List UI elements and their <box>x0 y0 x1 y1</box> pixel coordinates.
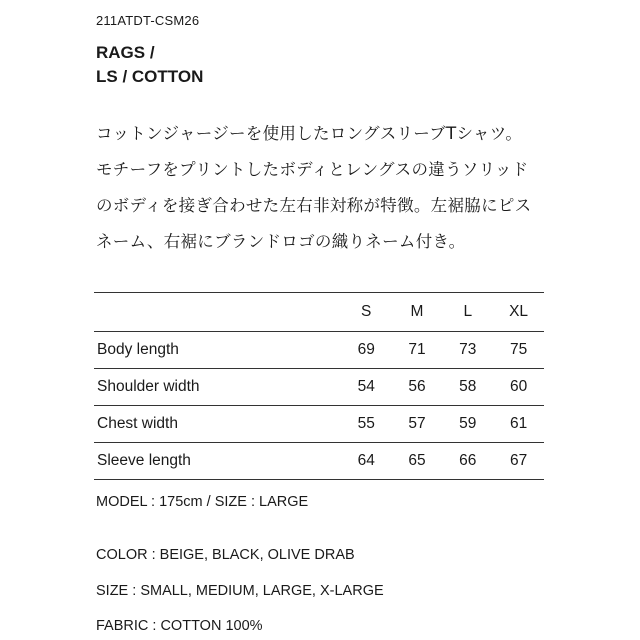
color-info: COLOR : BEIGE, BLACK, OLIVE DRAB <box>96 547 355 563</box>
size-header-s: S <box>341 293 392 332</box>
row-label: Shoulder width <box>94 369 341 406</box>
cell-value: 66 <box>442 443 493 480</box>
table-row <box>94 406 544 443</box>
cell-value: 75 <box>493 332 544 369</box>
product-description <box>96 116 566 260</box>
size-header-m: M <box>392 293 443 332</box>
size-header-l: L <box>442 293 493 332</box>
size-header-xl: XL <box>493 293 544 332</box>
table-row <box>94 443 544 480</box>
cell-value: 64 <box>341 443 392 480</box>
cell-value: 65 <box>392 443 443 480</box>
cell-value: 56 <box>392 369 443 406</box>
cell-value: 59 <box>442 406 493 443</box>
cell-value: 61 <box>493 406 544 443</box>
size-table <box>94 292 544 480</box>
description-line: のボディを接ぎ合わせた左右非対称が特徴。左裾脇にピス <box>96 196 532 215</box>
cell-value: 69 <box>341 332 392 369</box>
row-label: Chest width <box>94 406 341 443</box>
cell-value: 55 <box>341 406 392 443</box>
product-title-line-1: RAGS / <box>96 43 155 62</box>
row-label: Body length <box>94 332 341 369</box>
fabric-info: FABRIC : COTTON 100% <box>96 618 263 634</box>
table-row <box>94 369 544 406</box>
size-header-blank <box>94 293 341 332</box>
table-row <box>94 332 544 369</box>
description-line: コットンジャージーを使用したロングスリーブTシャツ。 <box>96 124 523 143</box>
product-title-line-2: LS / COTTON <box>96 67 204 86</box>
size-info: SIZE : SMALL, MEDIUM, LARGE, X-LARGE <box>96 583 384 599</box>
cell-value: 57 <box>392 406 443 443</box>
cell-value: 67 <box>493 443 544 480</box>
cell-value: 73 <box>442 332 493 369</box>
description-line: ネーム、右裾にブランドロゴの織りネーム付き。 <box>96 232 466 251</box>
description-line: モチーフをプリントしたボディとレングスの違うソリッド <box>96 160 529 179</box>
product-title <box>96 41 203 89</box>
cell-value: 60 <box>493 369 544 406</box>
product-code: 211ATDT-CSM26 <box>96 13 200 28</box>
cell-value: 71 <box>392 332 443 369</box>
cell-value: 54 <box>341 369 392 406</box>
model-info: MODEL : 175cm / SIZE : LARGE <box>96 494 309 510</box>
cell-value: 58 <box>442 369 493 406</box>
size-table-header <box>94 293 544 332</box>
row-label: Sleeve length <box>94 443 341 480</box>
